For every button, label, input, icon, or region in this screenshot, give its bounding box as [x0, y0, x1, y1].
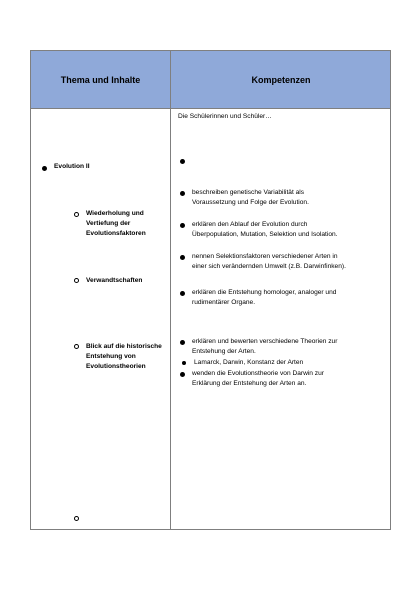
bullet-icon [180, 291, 185, 296]
competency-line: wenden die Evolutionstheorie von Darwin zur [192, 370, 324, 377]
bullet-icon [180, 223, 185, 228]
competency-line: erklären und bewerten verschiedene Theorien zur [192, 338, 338, 345]
bullet-icon [180, 340, 185, 345]
subtopic-line: Verwandtschaften [86, 277, 143, 284]
curriculum-table [30, 50, 391, 530]
column-divider [170, 51, 171, 529]
competency-line: erklären die Entstehung homologer, analoger und [192, 289, 337, 296]
subtopic-line: Evolutionsfaktoren [86, 230, 146, 237]
table-header [31, 51, 390, 109]
bullet-icon [182, 361, 186, 365]
intro-text: Die Schülerinnen und Schüler… [178, 113, 272, 120]
bullet-icon [180, 191, 185, 196]
circle-bullet-icon [74, 212, 79, 217]
header-topics: Thema und Inhalte [60, 74, 141, 85]
circle-bullet-icon [74, 344, 79, 349]
competency-line: Überpopulation, Mutation, Selektion und Isolation. [192, 231, 338, 238]
subtopic-line: Entstehung von [86, 353, 136, 360]
subtopic-line: Evolutionstheorien [86, 363, 146, 370]
competency-line: nennen Selektionsfaktoren verschiedener Arten in [192, 253, 338, 260]
competency-line: Lamarck, Darwin, Konstanz der Arten [194, 359, 304, 366]
bullet-icon [180, 372, 185, 377]
subtopic-line: Vertiefung der [86, 220, 131, 227]
subtopic-line: Wiederholung und [86, 210, 144, 217]
competency-line: Erklärung der Entstehung der Arten an. [192, 380, 307, 387]
competency-line: Entstehung der Arten. [192, 348, 256, 355]
subtopic-line: Blick auf die historische [86, 343, 162, 350]
header-competencies: Kompetenzen [251, 74, 311, 85]
main-topic: Evolution II [54, 163, 90, 170]
bullet-icon [180, 159, 185, 164]
competency-line: einer sich verändernden Umwelt (z.B. Darwinfinken). [192, 263, 346, 270]
competency-line: beschreiben genetische Variabilität als [192, 189, 305, 196]
bullet-icon [180, 255, 185, 260]
bullet-icon [42, 166, 47, 171]
circle-bullet-icon [74, 516, 79, 521]
competency-line: Voraussetzung und Folge der Evolution. [192, 199, 309, 206]
circle-bullet-icon [74, 278, 79, 283]
competency-line: erklären den Ablauf der Evolution durch [192, 221, 308, 228]
competency-line: rudimentärer Organe. [192, 299, 256, 306]
